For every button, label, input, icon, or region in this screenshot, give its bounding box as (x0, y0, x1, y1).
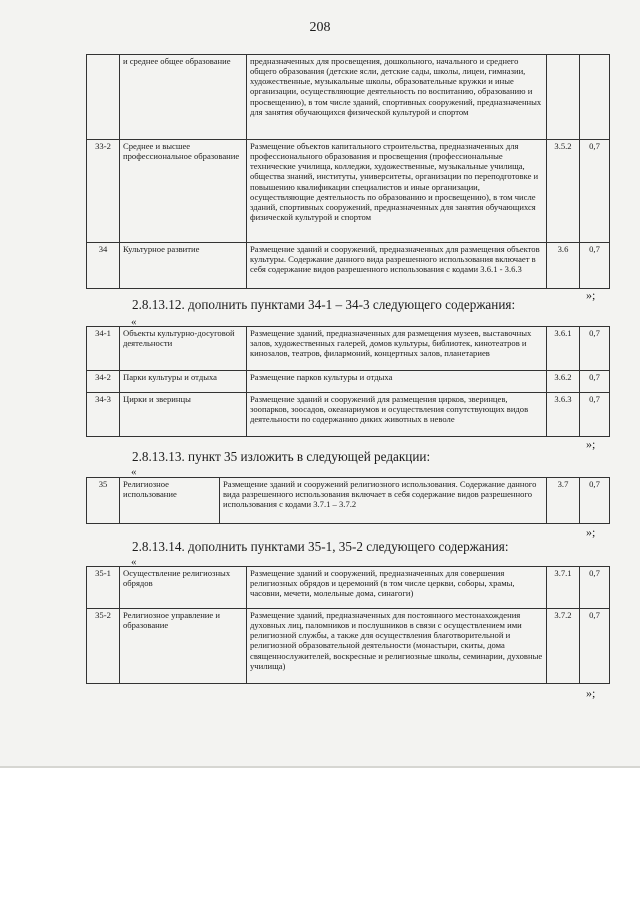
opening-quote: « (131, 466, 137, 478)
row-number (87, 55, 120, 140)
row-number: 35-2 (87, 609, 120, 684)
row-number: 34-3 (87, 393, 120, 437)
use-code: 3.6.2 (547, 371, 580, 393)
use-description: Размещение зданий и сооружений, предназначенных для размещения объектов культуры. Содержание данного вида разрешенного использования включает в себя содержание видов разрешенного использования с кодами 3.6.1 - 3.6.3 (247, 243, 547, 289)
use-code (547, 55, 580, 140)
use-type-name: Религиозное использование (120, 478, 220, 524)
table-row (87, 371, 610, 393)
closing-quote: »; (586, 288, 596, 302)
table-row (87, 327, 610, 371)
coefficient: 0,7 (580, 327, 610, 371)
row-number: 33-2 (87, 140, 120, 243)
use-code: 3.7.2 (547, 609, 580, 684)
use-description: предназначенных для просвещения, дошкольного, начального и среднего общего образования (детские ясли, детские сады, школы, лицеи, гимназии, художественные, музыкальные школы, образовательные кружки и иные организации, осуществляющие деятельность по воспитанию, образованию и просвещению), в том числе зданий, спортивных сооружений, предназначенных для занятия обучающихся физической культурой и спортом (247, 55, 547, 140)
opening-quote: « (131, 316, 137, 328)
land-use-table-continuation (86, 54, 610, 289)
use-code: 3.7.1 (547, 567, 580, 609)
table-row (87, 609, 610, 684)
row-number: 34-1 (87, 327, 120, 371)
use-description: Размещение зданий, предназначенных для размещения музеев, выставочных залов, художественных галерей, домов культуры, библиотек, кинотеатров и кинозалов, театров, филармоний, концертных залов, планетариев (247, 327, 547, 371)
opening-quote: « (131, 556, 137, 568)
coefficient: 0,7 (580, 140, 610, 243)
row-number: 35 (87, 478, 120, 524)
row-number: 34-2 (87, 371, 120, 393)
closing-quote: »; (586, 437, 596, 451)
use-description: Размещение зданий и сооружений для размещения цирков, зверинцев, зоопарков, зоосадов, океанариумов и осуществления сопутствующих видов деятельности по содержанию диких животных в неволе (247, 393, 547, 437)
use-description: Размещение парков культуры и отдыха (247, 371, 547, 393)
row-number: 35-1 (87, 567, 120, 609)
table-row (87, 243, 610, 289)
use-description: Размещение объектов капитального строительства, предназначенных для профессионального образования и просвещения (профессиональные технические училища, колледжи, художественные, музыкальные училища, общества знаний, институты, университеты, организации по переподготовке и повышению квалификации специалистов и иные организации, осуществляющие деятельность по образованию и просвещению), в том числе зданий, спортивных сооружений, предназначенных для занятия обучающихся физической культурой и спортом (247, 140, 547, 243)
land-use-table-35-1 (86, 566, 610, 684)
use-type-name: Парки культуры и отдыха (120, 371, 247, 393)
coefficient (580, 55, 610, 140)
use-type-name: Религиозное управление и образование (120, 609, 247, 684)
use-code: 3.6.3 (547, 393, 580, 437)
use-type-name: Культурное развитие (120, 243, 247, 289)
row-number: 34 (87, 243, 120, 289)
section-heading: 2.8.13.14. дополнить пунктами 35-1, 35-2 следующего содержания: (132, 539, 509, 554)
page-edge (0, 766, 640, 768)
page-number: 208 (309, 20, 331, 35)
section-heading: 2.8.13.12. дополнить пунктами 34-1 – 34-3 следующего содержания: (132, 297, 516, 312)
use-type-name: Осуществление религиозных обрядов (120, 567, 247, 609)
table-row (87, 55, 610, 140)
use-code: 3.5.2 (547, 140, 580, 243)
use-type-name: Среднее и высшее профессиональное образование (120, 140, 247, 243)
table-row (87, 478, 610, 524)
land-use-table-35 (86, 477, 610, 524)
use-description: Размещение зданий, предназначенных для постоянного местонахождения духовных лиц, паломников и послушников в связи с осуществлением ими религиозной службы, а также для осуществления благотворительной и религиозной образовательной деятельности (монастыри, скиты, дома священнослужителей, воскресные и религиозные школы, семинарии, духовные училища) (247, 609, 547, 684)
section-heading: 2.8.13.13. пункт 35 изложить в следующей редакции: (132, 449, 431, 464)
use-type-name: Цирки и зверинцы (120, 393, 247, 437)
use-code: 3.6.1 (547, 327, 580, 371)
closing-quote: »; (586, 686, 596, 700)
use-description: Размещение зданий и сооружений, предназначенных для совершения религиозных обрядов и церемоний (в том числе церкви, соборы, храмы, часовни, мечети, молельные дома, синагоги) (247, 567, 547, 609)
coefficient: 0,7 (580, 393, 610, 437)
land-use-table-34 (86, 326, 610, 437)
coefficient: 0,7 (580, 567, 610, 609)
use-type-name: Объекты культурно-досуговой деятельности (120, 327, 247, 371)
use-code: 3.7 (547, 478, 580, 524)
use-description: Размещение зданий и сооружений религиозного использования. Содержание данного вида разрешенного использования включает в себя содержание видов разрешенного использования с кодами 3.7.1 – 3.7.2 (220, 478, 547, 524)
coefficient: 0,7 (580, 478, 610, 524)
table-row (87, 393, 610, 437)
coefficient: 0,7 (580, 243, 610, 289)
use-code: 3.6 (547, 243, 580, 289)
use-type-name: и среднее общее образование (120, 55, 247, 140)
table-row (87, 140, 610, 243)
table-row (87, 567, 610, 609)
closing-quote: »; (586, 525, 596, 539)
coefficient: 0,7 (580, 609, 610, 684)
coefficient: 0,7 (580, 371, 610, 393)
